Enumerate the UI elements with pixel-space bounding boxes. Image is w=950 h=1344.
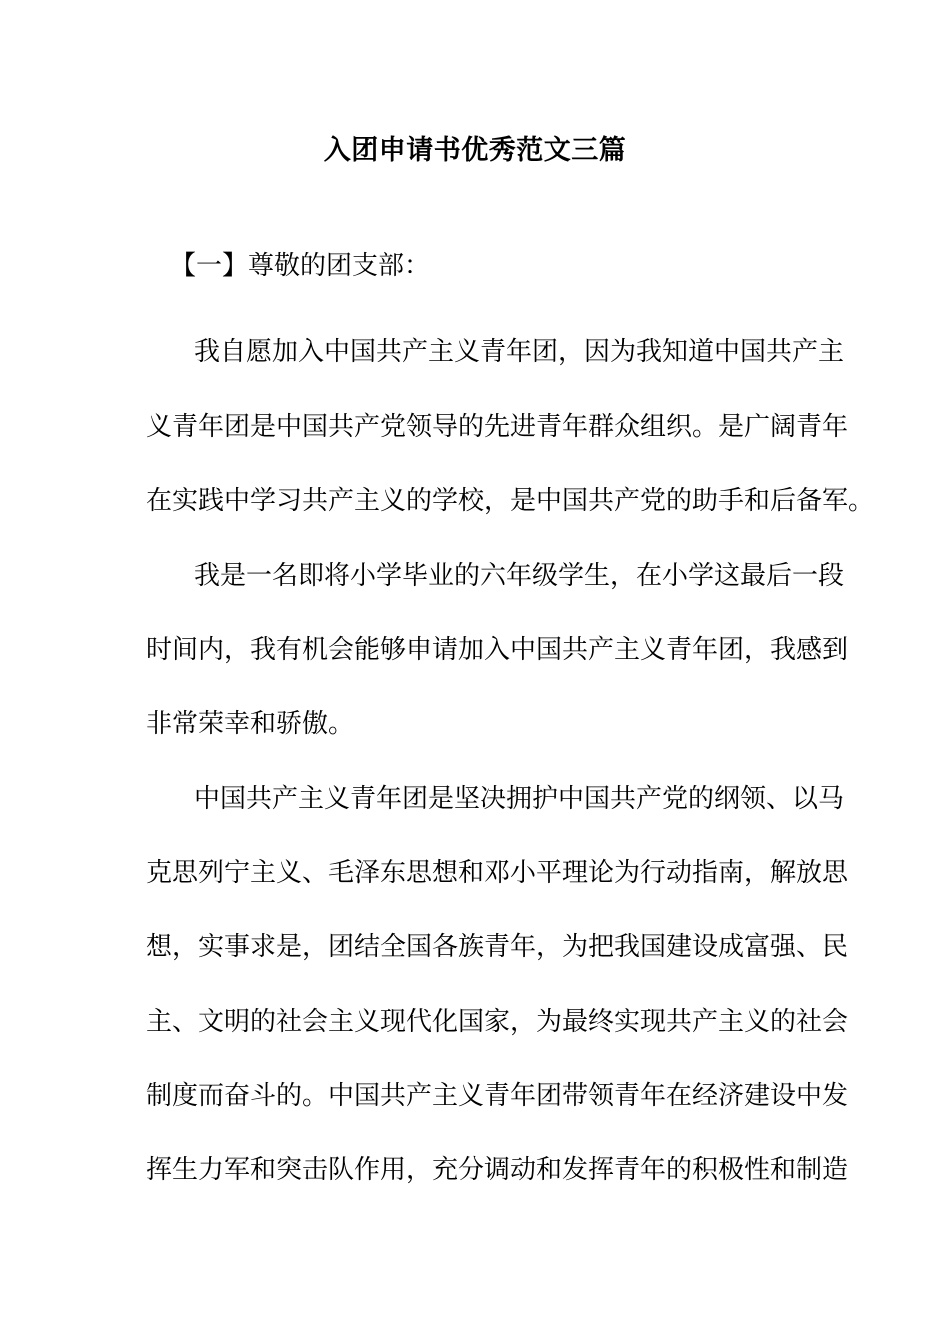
paragraph-line: 主、文明的社会主义现代化国家，为最终实现共产主义的社会 [146,1007,849,1037]
paragraph-line: 时间内，我有机会能够申请加入中国共产主义青年团，我感到 [146,635,849,665]
paragraph-line: 制度而奋斗的。中国共产主义青年团带领青年在经济建设中发 [146,1081,849,1111]
paragraph-line: 想，实事求是，团结全国各族青年，为把我国建设成富强、民 [146,932,849,962]
paragraph-line: 中国共产主义青年团是坚决拥护中国共产党的纲领、以马 [194,784,845,814]
paragraph-line: 我自愿加入中国共产主义青年团，因为我知道中国共产主 [194,337,845,367]
paragraph-line: 克思列宁主义、毛泽东思想和邓小平理论为行动指南，解放思 [146,858,849,888]
salutation-line: 【一】尊敬的团支部： [170,251,431,281]
paragraph-line: 义青年团是中国共产党领导的先进青年群众组织。是广阔青年 [146,412,849,442]
paragraph-line: 挥生力军和突击队作用，充分调动和发挥青年的积极性和制造 [146,1155,849,1185]
paragraph-line: 在实践中学习共产主义的学校，是中国共产党的助手和后备军。 [146,486,875,516]
document-title: 入团申请书优秀范文三篇 [323,135,627,166]
paragraph-line: 我是一名即将小学毕业的六年级学生，在小学这最后一段 [194,561,845,591]
paragraph-line: 非常荣幸和骄傲。 [146,709,355,739]
